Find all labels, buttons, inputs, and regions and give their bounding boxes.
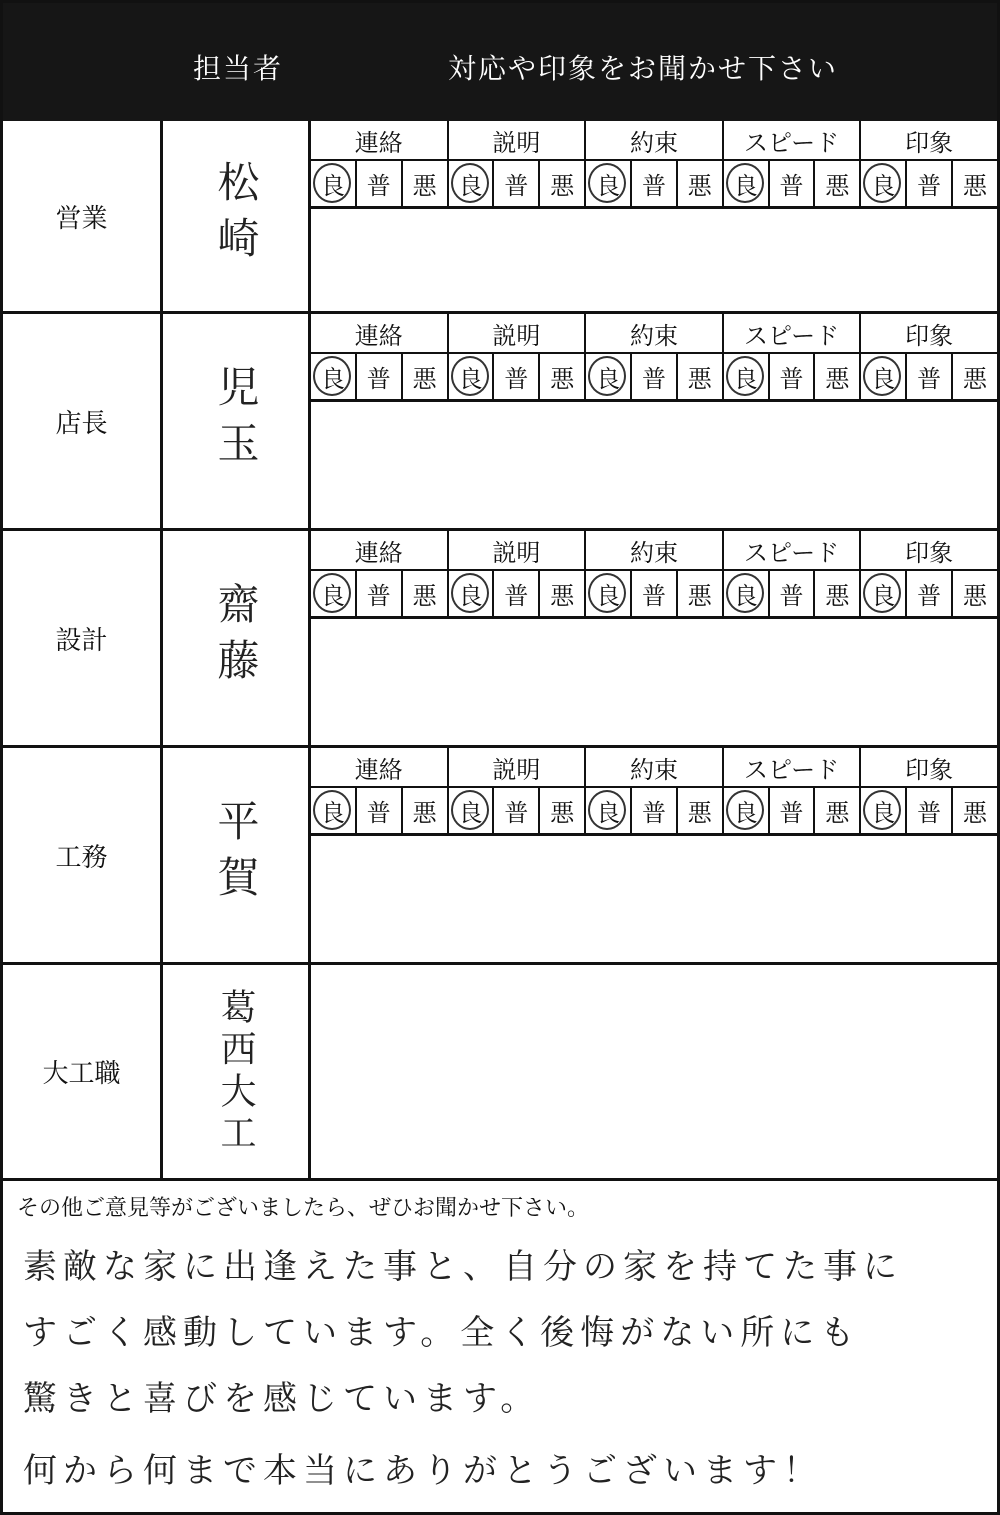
role-label: 工務 [3,748,163,962]
staff-row-manager [3,314,997,531]
option-bad[interactable]: 悪 [962,799,987,827]
option-average[interactable]: 普 [907,161,953,206]
category-speed: スピード [724,121,862,159]
option-good[interactable]: 良 [449,788,495,833]
option-average[interactable]: 普 [357,161,403,206]
comment-prompt: その他ご意見等がございましたら、ぜひお聞かせ下さい。 [17,1196,590,1221]
option-bad[interactable]: 悪 [540,161,586,206]
option-bad[interactable]: 悪 [678,354,724,399]
category-promise: 約束 [586,531,724,569]
category-promise: 約束 [586,121,724,159]
rating-grid [311,121,997,217]
option-average[interactable]: 普 [494,161,540,206]
category-speed: スピード [724,748,862,786]
option-bad[interactable]: 悪 [403,788,449,833]
header-bar [3,3,997,121]
option-row [311,161,997,209]
role-label: 営業 [3,121,163,311]
comment-section [3,1181,997,1513]
category-row [311,314,997,354]
option-average[interactable]: 普 [632,161,678,206]
staff-name: 松崎 [163,121,311,311]
staff-row-design [3,531,997,748]
option-good[interactable]: 良 [311,571,357,616]
option-good[interactable]: 良 [449,571,495,616]
option-good[interactable]: 良 [311,788,357,833]
rating-grid [311,314,997,410]
option-average[interactable]: 普 [632,788,678,833]
staff-name: 葛西大工 [163,965,311,1178]
comment-line: 何から何まで本当にありがとうございます！ [23,1451,823,1491]
option-average[interactable]: 普 [494,788,540,833]
category-promise: 約束 [586,748,724,786]
option-average[interactable]: 普 [357,354,403,399]
option-good[interactable]: 良 [861,354,907,399]
option-bad[interactable]: 悪 [962,582,987,610]
option-row [311,788,997,836]
option-good[interactable]: 良 [724,788,770,833]
option-good[interactable]: 良 [724,161,770,206]
option-average[interactable]: 普 [494,354,540,399]
option-good[interactable]: 良 [449,161,495,206]
option-average[interactable]: 普 [632,354,678,399]
category-contact: 連絡 [311,121,449,159]
option-good[interactable]: 良 [586,354,632,399]
option-bad[interactable]: 悪 [403,354,449,399]
option-bad[interactable]: 悪 [540,571,586,616]
category-impression: 印象 [905,755,954,784]
option-bad[interactable]: 悪 [815,571,861,616]
option-bad[interactable]: 悪 [815,161,861,206]
staff-row-construction [3,748,997,965]
staff-row-carpenter [3,965,997,1181]
category-explanation: 説明 [449,121,587,159]
option-average[interactable]: 普 [770,571,816,616]
option-good[interactable]: 良 [586,788,632,833]
category-explanation: 説明 [449,748,587,786]
option-average[interactable]: 普 [907,788,953,833]
feedback-header: 対応や印象をお聞かせ下さい [448,52,839,85]
category-speed: スピード [724,531,862,569]
rating-grid [311,531,997,627]
role-label: 大工職 [3,965,163,1178]
option-average[interactable]: 普 [907,354,953,399]
category-row [311,121,997,161]
category-impression: 印象 [905,128,954,157]
comment-line: 素敵な家に出逢えた事と、自分の家を持てた事に [23,1247,903,1287]
option-row [311,354,997,402]
staff-header: 担当者 [193,52,284,85]
option-good[interactable]: 良 [724,571,770,616]
option-average[interactable]: 普 [357,571,403,616]
option-average[interactable]: 普 [494,571,540,616]
option-bad[interactable]: 悪 [403,161,449,206]
option-average[interactable]: 普 [770,788,816,833]
option-good[interactable]: 良 [311,161,357,206]
option-bad[interactable]: 悪 [815,788,861,833]
option-bad[interactable]: 悪 [540,354,586,399]
option-good[interactable]: 良 [724,354,770,399]
rating-grid [311,748,997,844]
category-impression: 印象 [905,538,954,567]
option-bad[interactable]: 悪 [678,571,724,616]
staff-row-sales [3,121,997,314]
option-good[interactable]: 良 [449,354,495,399]
option-average[interactable]: 普 [907,571,953,616]
category-impression: 印象 [905,321,954,350]
staff-name: 齋藤 [163,531,311,745]
option-bad[interactable]: 悪 [678,161,724,206]
option-bad[interactable]: 悪 [962,172,987,200]
category-row [311,531,997,571]
role-label: 設計 [3,531,163,745]
option-good[interactable]: 良 [861,571,907,616]
role-label: 店長 [3,314,163,528]
option-bad[interactable]: 悪 [403,571,449,616]
category-contact: 連絡 [311,531,449,569]
category-row [311,748,997,788]
staff-name: 平賀 [163,748,311,962]
option-average[interactable]: 普 [357,788,403,833]
comment-line: 驚きと喜びを感じています。 [23,1379,541,1419]
option-bad[interactable]: 悪 [678,788,724,833]
option-good[interactable]: 良 [311,354,357,399]
option-good[interactable]: 良 [861,788,907,833]
category-speed: スピード [724,314,862,352]
category-contact: 連絡 [311,748,449,786]
category-contact: 連絡 [311,314,449,352]
option-good[interactable]: 良 [586,571,632,616]
option-average[interactable]: 普 [770,354,816,399]
option-bad[interactable]: 悪 [815,354,861,399]
option-bad[interactable]: 悪 [540,788,586,833]
option-average[interactable]: 普 [632,571,678,616]
option-average[interactable]: 普 [770,161,816,206]
staff-name: 児玉 [163,314,311,528]
option-good[interactable]: 良 [586,161,632,206]
option-good[interactable]: 良 [861,161,907,206]
comment-line: すごく感動しています。全く後悔がない所にも [23,1313,861,1353]
category-promise: 約束 [586,314,724,352]
option-row [311,571,997,619]
option-bad[interactable]: 悪 [962,365,987,393]
category-explanation: 説明 [449,314,587,352]
category-explanation: 説明 [449,531,587,569]
